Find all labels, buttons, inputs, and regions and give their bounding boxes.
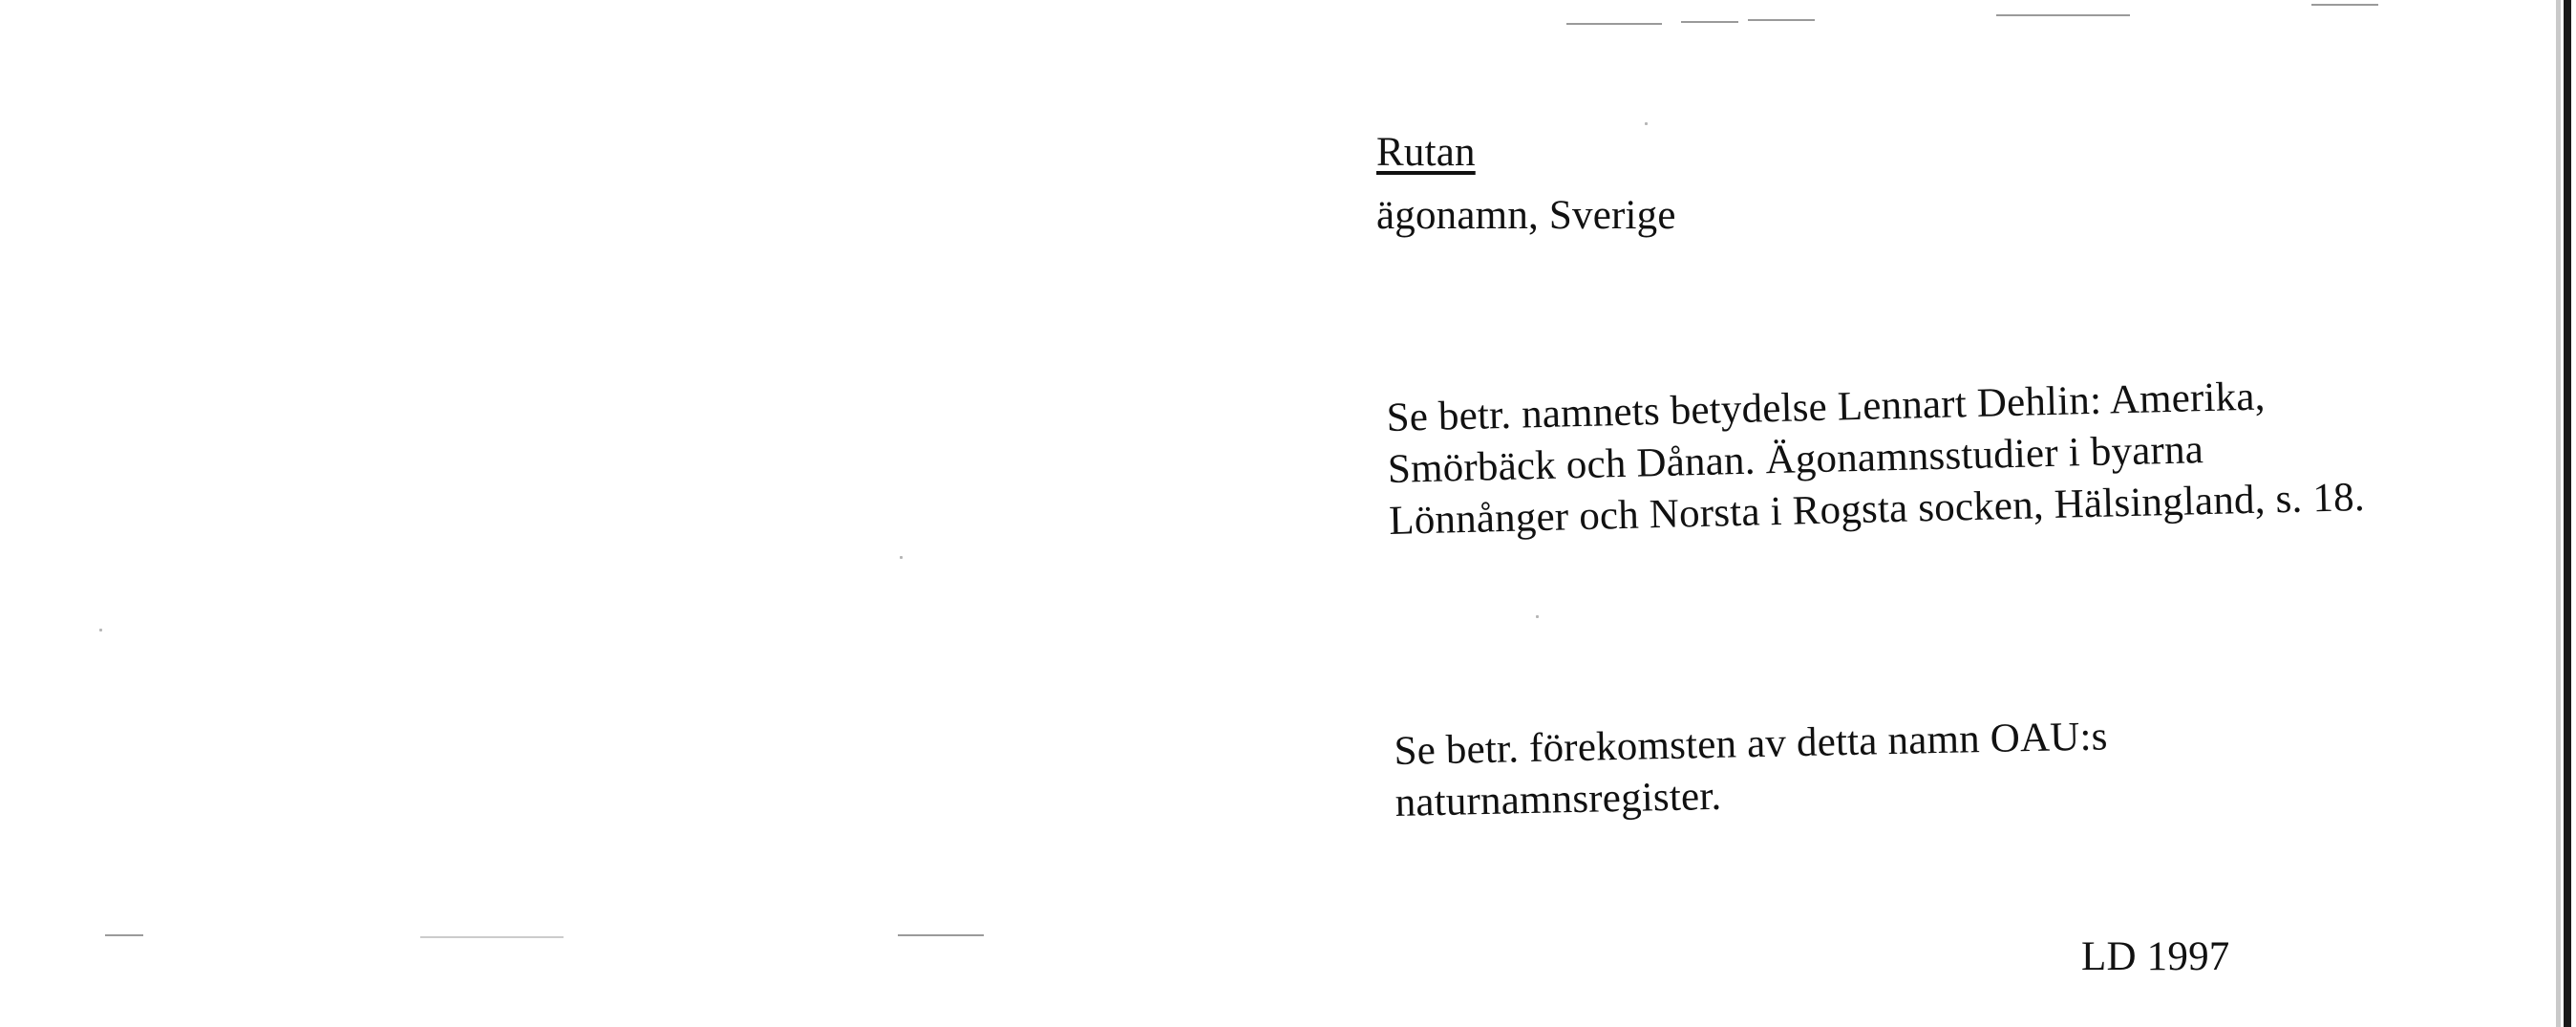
scan-speck [1645, 122, 1648, 125]
paragraph-line: Se betr. namnets betydelse Lennart Dehlin: Amerika, [1386, 374, 2267, 440]
reference-paragraph-meaning [1386, 369, 2365, 547]
card-subtitle: ägonamn, Sverige [1376, 193, 1676, 238]
scan-edge-shadow [2556, 0, 2561, 1027]
scan-artifact [1996, 14, 2130, 16]
scan-speck [99, 629, 102, 631]
scan-speck [900, 556, 903, 559]
signature: LD 1997 [2081, 934, 2230, 979]
paragraph-line: naturnamnsregister. [1394, 773, 1722, 825]
paragraph-line: Se betr. förekomsten av detta namn OAU:s [1394, 714, 2109, 774]
scan-artifact [898, 934, 984, 936]
scan-artifact [420, 936, 564, 938]
scan-artifact [1748, 19, 1815, 21]
scan-artifact [105, 934, 143, 936]
reference-paragraph-occurrence [1394, 711, 2109, 829]
scan-artifact [1681, 21, 1738, 23]
scan-artifact [2311, 4, 2378, 6]
scan-speck [1536, 615, 1539, 618]
scan-artifact [1566, 23, 1662, 25]
paragraph-line: Smörbäck och Dånan. Ägonamnsstudier i byarna [1387, 427, 2204, 492]
paragraph-line: Lönnånger och Norsta i Rogsta socken, Hälsingland, s. 18. [1388, 475, 2366, 544]
scan-edge [2564, 0, 2571, 1027]
card-title: Rutan [1376, 130, 1476, 175]
